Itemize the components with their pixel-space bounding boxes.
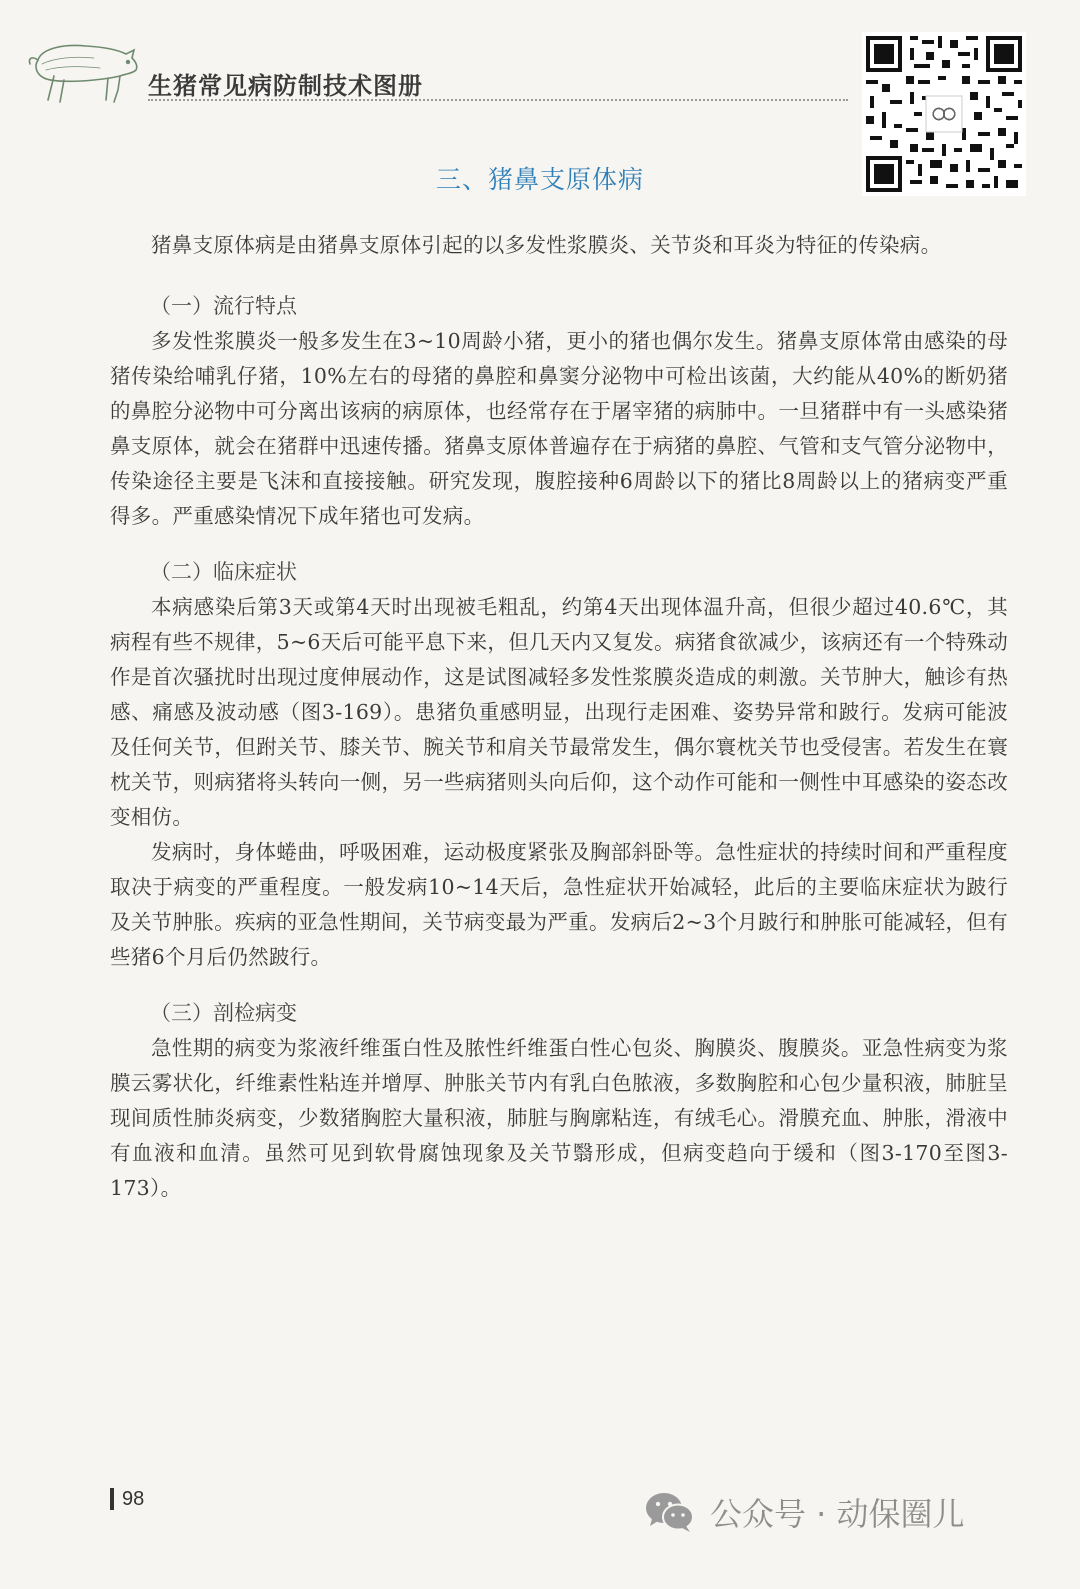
watermark-text: 公众号 · 动保圈儿 (710, 1495, 965, 1533)
pig-icon (24, 30, 142, 106)
header-divider (148, 99, 848, 101)
watermark (644, 1488, 965, 1536)
body-paragraph: 急性期的病变为浆液纤维蛋白性及脓性纤维蛋白性心包炎、胸膜炎、腹膜炎。亚急性病变为浆膜云雾状化，纤维素性粘连并增厚、肿胀关节内有乳白色脓液，多数胸腔和心包少量积液，肺脏呈现间质性肺炎病变，少数猪胸腔大量积液，肺脏与胸廓粘连，有绒毛心。滑膜充血、肿胀，滑液中有血液和血清。虽然可见到软骨腐蚀现象及关节翳形成，但病变趋向于缓和（图3-170至图3-173）。 (110, 1036, 1008, 1200)
subheading-epidemiology: （一）流行特点 (150, 294, 297, 318)
section-title: 三、猪鼻支原体病 (435, 165, 644, 194)
body-paragraph: 发病时，身体蜷曲，呼吸困难，运动极度紧张及胸部斜卧等。急性症状的持续时间和严重程度取决于病变的严重程度。一般发病10~14天后，急性症状开始减轻，此后的主要临床症状为跛行及关节肿胀。疾病的亚急性期间，关节病变最为严重。发病后2~3个月跛行和肿胀可能减轻，但有些猪6个月后仍然跛行。 (110, 840, 1008, 969)
body-paragraph: 本病感染后第3天或第4天时出现被毛粗乱，约第4天出现体温升高，但很少超过40.6℃，其病程有些不规律，5~6天后可能平息下来，但几天内又复发。病猪食欲减少，该病还有一个特殊动作是首次骚扰时出现过度伸展动作，这是试图减轻多发性浆膜炎造成的刺激。关节肿大，触诊有热感、痛感及波动感（图3-169）。患猪负重感明显，出现行走困难、姿势异常和跛行。发病可能波及任何关节，但跗关节、膝关节、腕关节和肩关节最常发生，偶尔寰枕关节也受侵害。若发生在寰枕关节，则病猪将头转向一侧，另一些病猪则头向后仰，这个动作可能和一侧性中耳感染的姿态改变相仿。 (110, 595, 1008, 829)
body-paragraph: 多发性浆膜炎一般多发生在3~10周龄小猪，更小的猪也偶尔发生。猪鼻支原体常由感染的母猪传染给哺乳仔猪，10%左右的母猪的鼻腔和鼻窦分泌物中可检出该菌，大约能从40%的断奶猪的鼻腔分泌物中可分离出该病的病原体，也经常存在于屠宰猪的病肺中。一旦猪群中有一头感染猪鼻支原体，就会在猪群中迅速传播。猪鼻支原体普遍存在于病猪的鼻腔、气管和支气管分泌物中，传染途径主要是飞沫和直接接触。研究发现，腹腔接种6周龄以下的猪比8周龄以上的猪病变严重得多。严重感染情况下成年猪也可发病。 (110, 329, 1008, 528)
subheading-clinical-signs: （二）临床症状 (150, 560, 297, 584)
article-body (110, 228, 1008, 1206)
subheading-pathology: （三）剖检病变 (150, 1001, 297, 1025)
book-title: 生猪常见病防制技术图册 (148, 71, 423, 100)
page-number: 98 (110, 1488, 144, 1510)
page-header (0, 0, 1080, 130)
wechat-icon (644, 1490, 696, 1534)
intro-paragraph: 猪鼻支原体病是由猪鼻支原体引起的以多发性浆膜炎、关节炎和耳炎为特征的传染病。 (151, 233, 942, 257)
